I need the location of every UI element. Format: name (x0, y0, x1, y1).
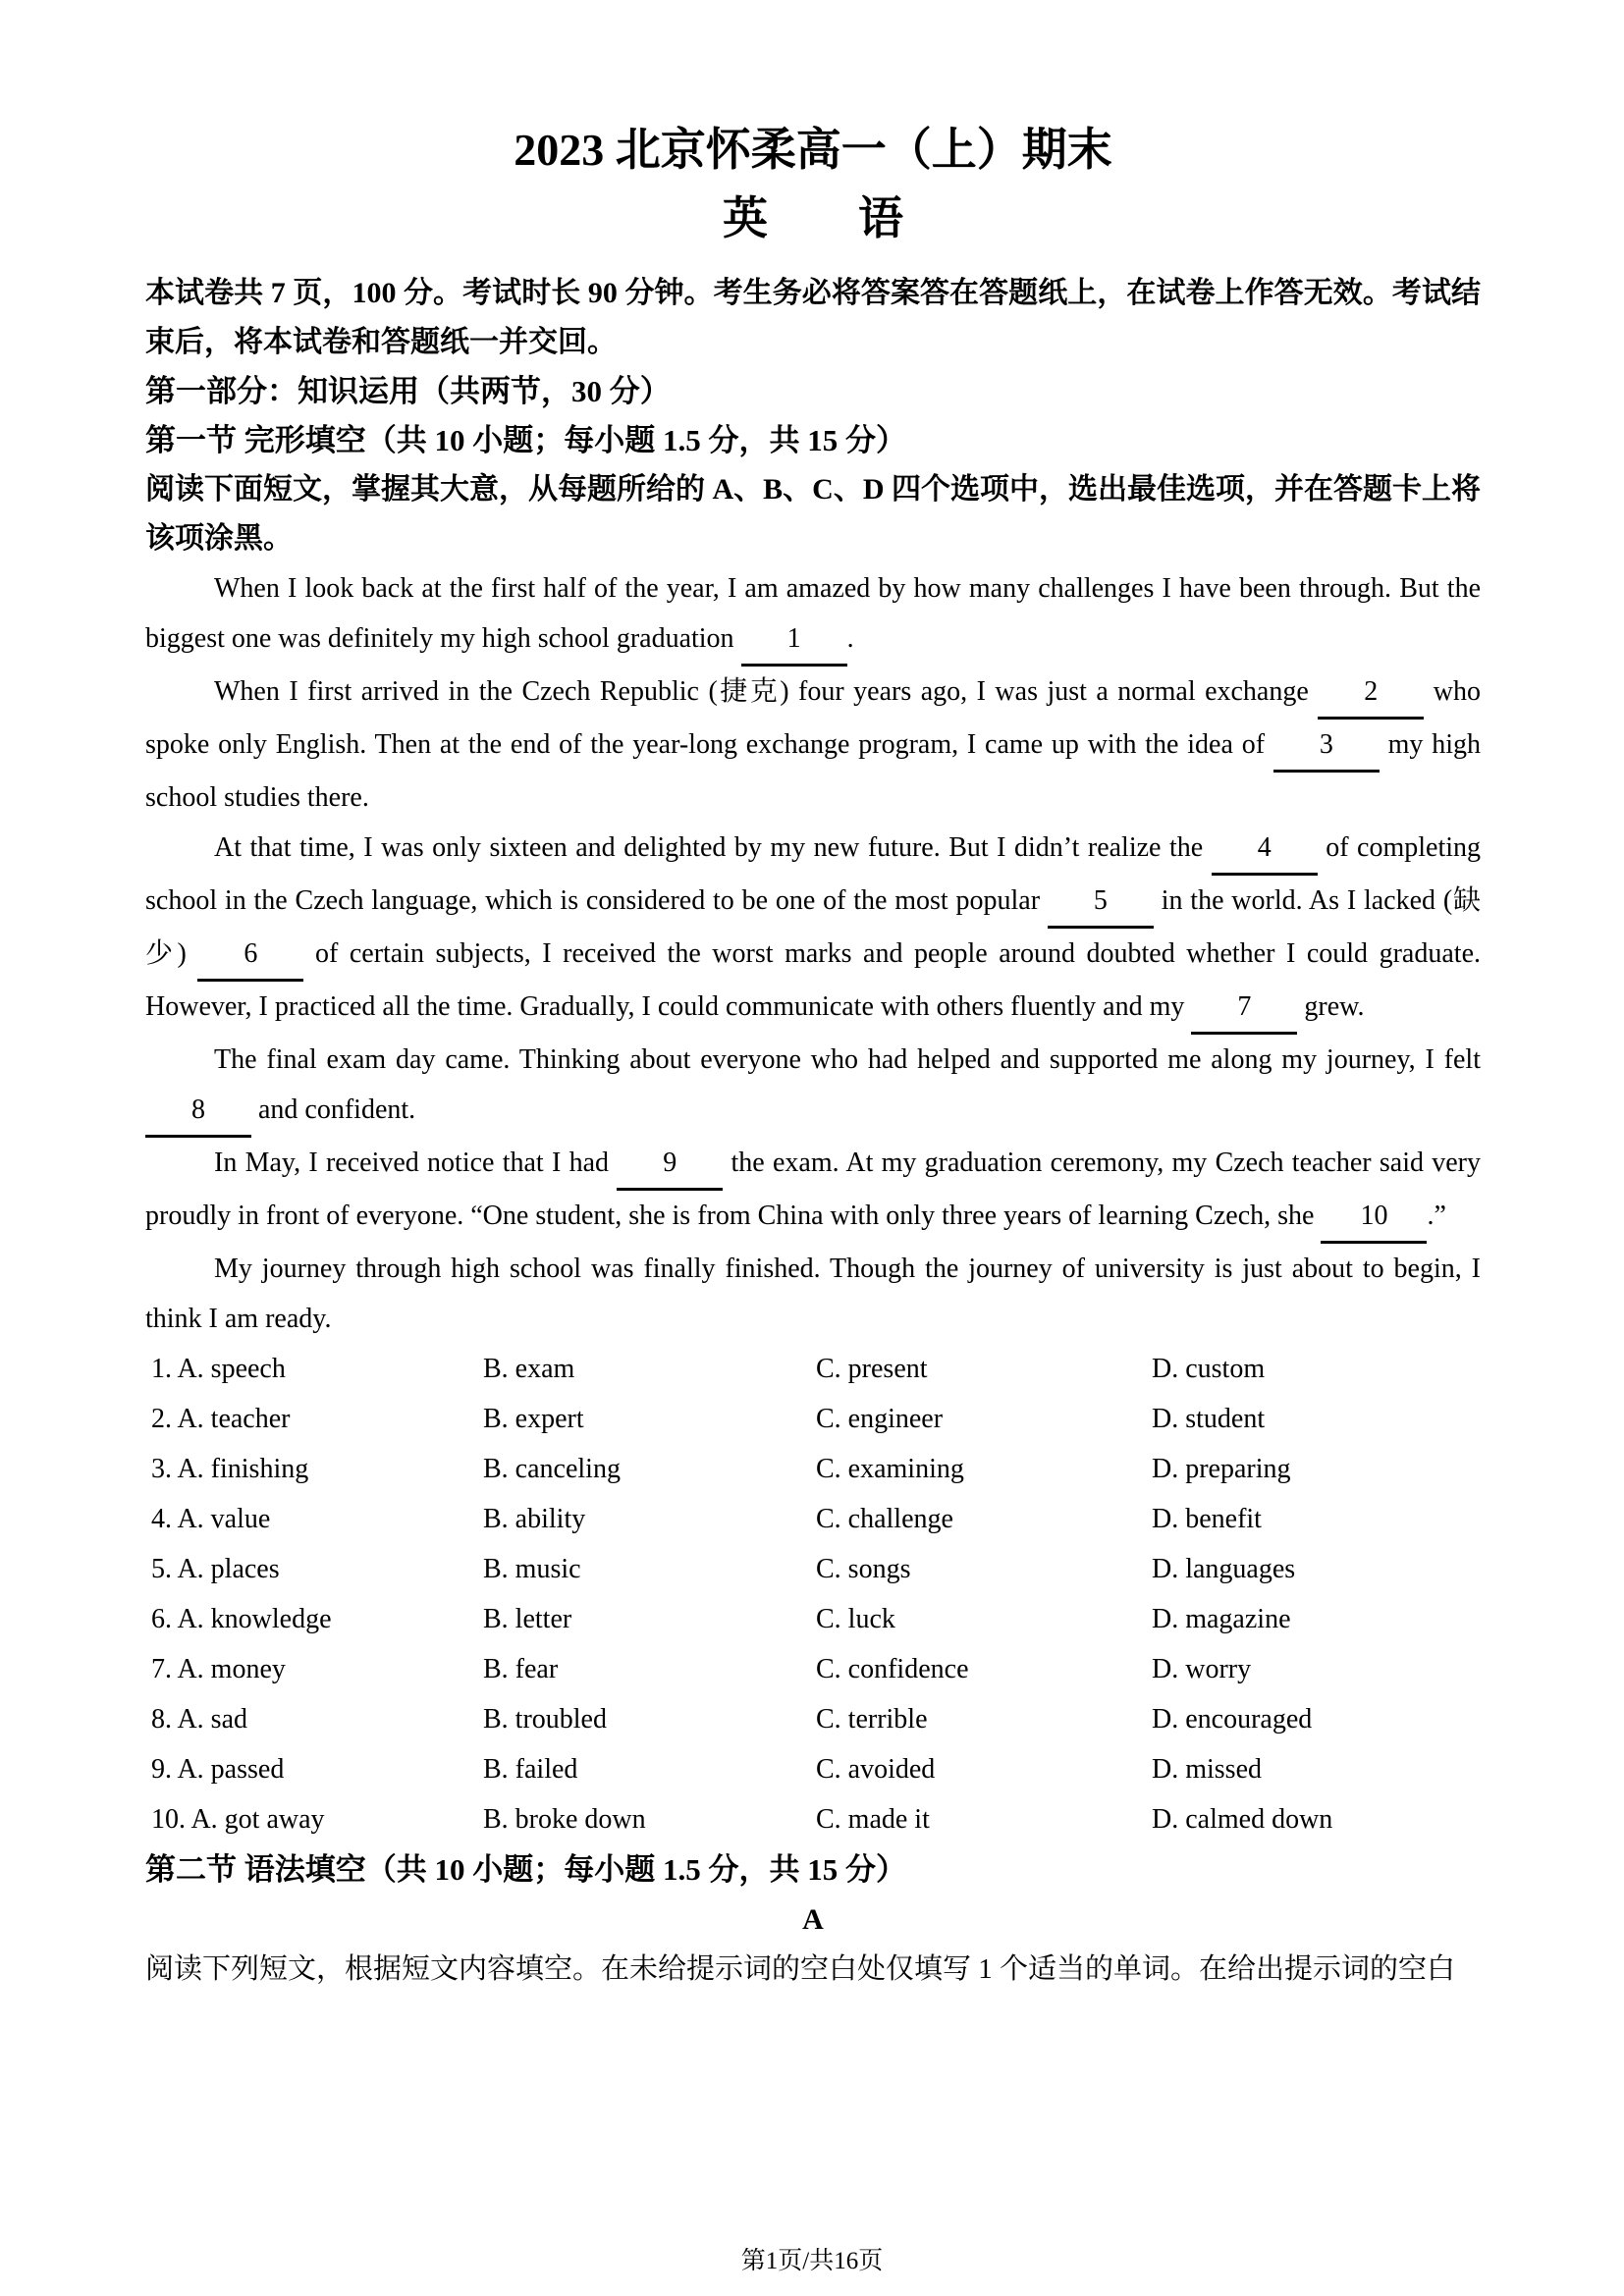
option-cell-2-D: D. student (1152, 1404, 1266, 1434)
cloze-blank-9: 9 (617, 1138, 723, 1191)
cloze-blank-10: 10 (1321, 1191, 1427, 1244)
cloze-blank-6: 6 (197, 929, 303, 982)
option-row-4 (151, 1494, 1481, 1544)
option-cell-7-A: 7. A. money (151, 1654, 286, 1684)
cloze-blank-3: 3 (1273, 720, 1380, 773)
option-cell-10-D: D. calmed down (1152, 1804, 1333, 1835)
passage-paragraph-2: When I first arrived in the Czech Republic (捷克) four years ago, I was just a normal exchange 2 who spoke only English. Then at the end of the year-long exchange program, I came up with the idea of 3 my high school studies there. (145, 667, 1481, 823)
cloze-options (151, 1344, 1481, 1844)
passage-paragraph-6: My journey through high school was finally finished. Though the journey of university is just about to begin, I think I am ready. (145, 1254, 1481, 1334)
option-cell-4-C: C. challenge (816, 1504, 953, 1534)
option-cell-5-B: B. music (483, 1554, 581, 1584)
option-cell-8-A: 8. A. sad (151, 1704, 247, 1735)
page-title: 2023 北京怀柔高一（上）期末 (514, 125, 1112, 175)
option-cell-7-B: B. fear (483, 1654, 559, 1684)
cloze-blank-1: 1 (741, 614, 847, 667)
option-cell-7-C: C. confidence (816, 1654, 969, 1684)
option-cell-2-A: 2. A. teacher (151, 1404, 291, 1434)
option-row-7 (151, 1644, 1481, 1694)
option-cell-9-C: C. avoided (816, 1754, 936, 1785)
cloze-blank-2: 2 (1318, 667, 1424, 720)
passage-paragraph-5: In May, I received notice that I had 9 the exam. At my graduation ceremony, my Czech teacher said very proudly in front of everyone. “One student, she is from China with only three years of learning Czech, she 10 .” (145, 1138, 1481, 1244)
option-cell-5-D: D. languages (1152, 1554, 1296, 1584)
option-row-10 (151, 1794, 1481, 1844)
option-cell-8-C: C. terrible (816, 1704, 928, 1735)
option-cell-3-A: 3. A. finishing (151, 1454, 309, 1484)
gapfill-instructions: 阅读下列短文，根据短文内容填空。在未给提示词的空白处仅填写 1 个适当的单词。在给出提示词的空白 (145, 1953, 1456, 1985)
cloze-blank-7: 7 (1191, 982, 1297, 1035)
option-cell-9-A: 9. A. passed (151, 1754, 285, 1785)
option-cell-4-D: D. benefit (1152, 1504, 1262, 1534)
option-cell-2-B: B. expert (483, 1404, 584, 1434)
option-cell-8-B: B. troubled (483, 1704, 607, 1735)
option-cell-6-B: B. letter (483, 1604, 572, 1634)
option-cell-10-B: B. broke down (483, 1804, 646, 1835)
option-cell-7-D: D. worry (1152, 1654, 1252, 1684)
option-row-9 (151, 1744, 1481, 1794)
section2-heading: 第二节 语法填空（共 10 小题；每小题 1.5 分，共 15 分） (145, 1852, 906, 1887)
exam-notice: 本试卷共 7 页，100 分。考试时长 90 分钟。考生务必将答案答在答题纸上，在试卷上作答无效。考试结束后，将本试卷和答题纸一并交回。 (145, 277, 1481, 358)
page-number: 第1页/共16页 (740, 2248, 884, 2274)
option-cell-10-A: 10. A. got away (151, 1804, 325, 1835)
cloze-instructions: 阅读下面短文，掌握其大意，从每题所给的 A、B、C、D 四个选项中，选出最佳选项，并在答题卡上将该项涂黑。 (145, 473, 1482, 555)
option-cell-9-D: D. missed (1152, 1754, 1262, 1785)
option-row-5 (151, 1544, 1481, 1594)
option-cell-9-B: B. failed (483, 1754, 578, 1785)
option-cell-1-B: B. exam (483, 1354, 575, 1384)
option-cell-4-B: B. ability (483, 1504, 586, 1534)
option-cell-5-C: C. songs (816, 1554, 911, 1584)
option-row-3 (151, 1444, 1481, 1494)
cloze-passage (145, 563, 1481, 1344)
option-cell-6-C: C. luck (816, 1604, 895, 1634)
option-cell-8-D: D. encouraged (1152, 1704, 1313, 1735)
option-cell-6-A: 6. A. knowledge (151, 1604, 332, 1634)
option-cell-3-C: C. examining (816, 1454, 964, 1484)
option-cell-1-C: C. present (816, 1354, 928, 1384)
option-row-2 (151, 1394, 1481, 1444)
part1-heading: 第一部分：知识运用（共两节，30 分） (145, 374, 671, 408)
option-row-6 (151, 1594, 1481, 1644)
option-cell-5-A: 5. A. places (151, 1554, 280, 1584)
cloze-blank-8: 8 (145, 1085, 251, 1138)
cloze-blank-5: 5 (1048, 876, 1154, 929)
section1-heading: 第一节 完形填空（共 10 小题；每小题 1.5 分，共 15 分） (145, 423, 906, 457)
passage-a-label: A (802, 1903, 824, 1936)
option-cell-10-C: C. made it (816, 1804, 930, 1835)
option-cell-4-A: 4. A. value (151, 1504, 271, 1534)
option-cell-1-D: D. custom (1152, 1354, 1266, 1384)
option-cell-3-B: B. canceling (483, 1454, 621, 1484)
option-cell-2-C: C. engineer (816, 1404, 944, 1434)
passage-paragraph-3: At that time, I was only sixteen and delighted by my new future. But I didn’t realize the 4 of completing school in the Czech language, which is considered to be one of the most popular 5 in the world. As I lacked (缺少) 6 of certain subjects, I received the worst marks and people around doubted whether I could graduate. However, I practiced all the time. Gradually, I could communicate with others fluently and my 7 grew. (145, 823, 1481, 1035)
option-row-8 (151, 1694, 1481, 1744)
passage-paragraph-4: The final exam day came. Thinking about everyone who had helped and supported me along my journey, I felt 8 and confident. (145, 1035, 1481, 1138)
option-cell-1-A: 1. A. speech (151, 1354, 286, 1384)
option-cell-6-D: D. magazine (1152, 1604, 1291, 1634)
option-row-1 (151, 1344, 1481, 1394)
passage-paragraph-1: When I look back at the first half of the year, I am amazed by how many challenges I have been through. But the biggest one was definitely my high school graduation 1 . (145, 563, 1481, 667)
cloze-blank-4: 4 (1212, 823, 1318, 876)
subject-title: 英 语 (723, 193, 903, 243)
option-cell-3-D: D. preparing (1152, 1454, 1291, 1484)
